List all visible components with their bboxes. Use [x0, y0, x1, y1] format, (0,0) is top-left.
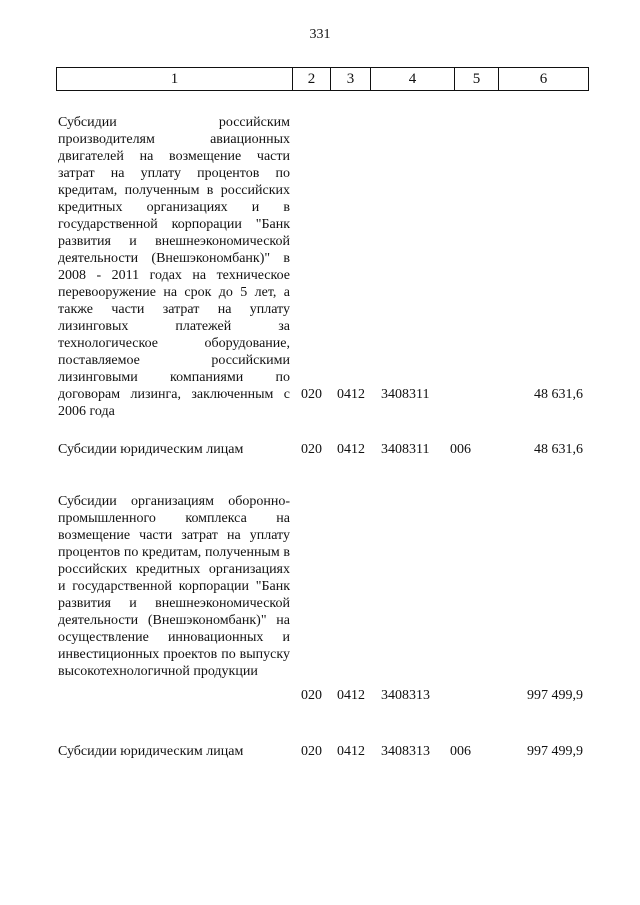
- column-header-row: [57, 68, 589, 91]
- table-row: [0, 743, 640, 763]
- column-header-6: 6: [499, 68, 589, 91]
- table-row: [0, 441, 640, 461]
- row-code-2: 020: [301, 744, 322, 759]
- row-code-3: 0412: [337, 744, 365, 759]
- row-code-3: 0412: [337, 387, 365, 402]
- row-code-2: 020: [301, 387, 322, 402]
- row-description: Субсидии юридическим лицам: [58, 442, 244, 457]
- row-amount: 997 499,9: [527, 688, 583, 703]
- row-description: Субсидии российским производителям авиационных двигателей на возмещение части затрат на уплату процентов по кредитам, полученным в российских кредитных организациях и в государственной корпорации "Банк развития и внешнеэкономической деятельности (Внешэкономбанк)" в 2008 - 2011 годах на техническое перевооружение на срок до 5 лет, а также части затрат на уплату лизинговых платежей за технологическое оборудование, поставляемое российскими лизинговыми компаниями по договорам лизинга, заключенным с 2006 года: [58, 115, 290, 419]
- column-header-table: [56, 67, 589, 91]
- table-row: [0, 493, 640, 713]
- row-code-3: 0412: [337, 442, 365, 457]
- row-code-5: 006: [450, 442, 471, 457]
- column-header-5: 5: [455, 68, 499, 91]
- table-row: [0, 114, 640, 419]
- row-code-3: 0412: [337, 688, 365, 703]
- row-amount: 997 499,9: [527, 744, 583, 759]
- column-header-2: 2: [293, 68, 331, 91]
- row-code-4: 3408313: [381, 744, 430, 759]
- column-header-4: 4: [371, 68, 455, 91]
- row-code-2: 020: [301, 688, 322, 703]
- row-amount: 48 631,6: [534, 387, 583, 402]
- row-amount: 48 631,6: [534, 442, 583, 457]
- row-code-4: 3408311: [381, 442, 430, 457]
- page-number: 331: [309, 27, 331, 42]
- row-code-5: 006: [450, 744, 471, 759]
- column-header-3: 3: [331, 68, 371, 91]
- row-description: Субсидии организациям оборонно-промышленного комплекса на возмещение части затрат на уплату процентов по кредитам, полученным в российских кредитных организациях и государственной корпорации "Банк развития и внешнеэкономической деятельности (Внешэкономбанк)" на осуществление инновационных и инвестиционных проектов по выпуску высокотехнологичной продукции: [58, 494, 290, 679]
- column-header-1: 1: [57, 68, 293, 91]
- row-description: Субсидии юридическим лицам: [58, 744, 244, 759]
- row-code-4: 3408311: [381, 387, 430, 402]
- row-code-4: 3408313: [381, 688, 430, 703]
- row-code-2: 020: [301, 442, 322, 457]
